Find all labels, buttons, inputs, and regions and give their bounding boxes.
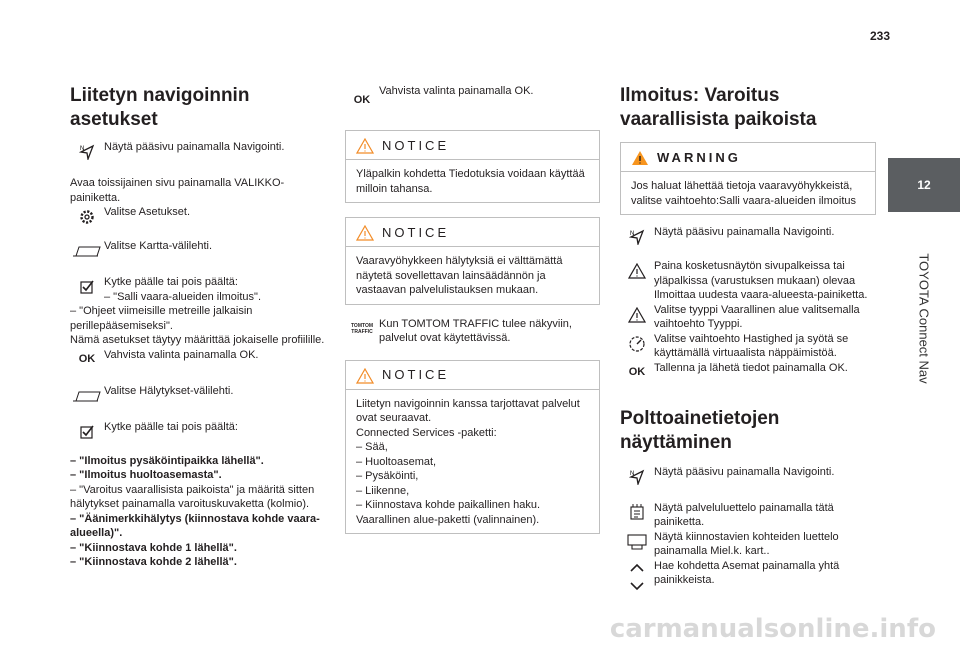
text-p1: Näytä pääsivu painamalla Navigointi.	[104, 141, 285, 153]
text-p6: Näytä pääsivu painamalla Navigointi.	[654, 465, 835, 478]
step-traffic	[345, 317, 600, 346]
chevron-up-down-icon	[620, 559, 654, 595]
navigation-arrow-icon	[70, 140, 104, 164]
notice-label: NOTICE	[382, 367, 450, 383]
notice-box-1	[345, 130, 600, 203]
text-p2: Paina kosketusnäytön sivupalkeissa tai yläpalkissa (varustuksen mukaan) olevaa Ilmoittaa uudesta vaara-alueesta-painiketta.	[654, 260, 868, 301]
chapter-tab: 12	[888, 158, 960, 212]
ok-icon	[70, 348, 104, 372]
text-p4: Valitse vaihtoehto Hastighed ja syötä se käyttämällä virtuaalista näppäimistöä.	[654, 332, 849, 359]
list-item: – "Kiinnostava kohde 2 lähellä".	[70, 556, 237, 568]
column-2	[345, 84, 600, 534]
text-p7: Näytä palveluluettelo painamalla tätä painiketta.	[654, 501, 834, 528]
text-p6: – "Salli vaara-alueiden ilmoitus".	[104, 290, 261, 303]
ok-icon-text: OK	[353, 93, 371, 106]
notice-body	[346, 390, 599, 534]
navigation-arrow-icon	[620, 225, 654, 249]
notice-label: NOTICE	[382, 224, 450, 240]
step-toggle	[70, 275, 330, 304]
warning-triangle-icon	[356, 368, 374, 384]
tomtom-traffic-icon-text: TOMTOM TRAFFIC	[350, 322, 374, 335]
service-list-icon	[620, 501, 654, 525]
warning-body: Jos haluat lähettää tietoja vaaravyöhykkeistä, valitse vaihtoehto:Salli vaara-alueiden ilmoitus	[631, 180, 857, 207]
step-poi	[620, 530, 876, 559]
text-p3: Valitse Asetukset.	[104, 206, 191, 218]
text-p8: Näytä kiinnostavien kohteiden luettelo painamalla Miel.k. kart..	[654, 530, 839, 557]
list-item: – "Äänimerkkihälytys (kiinnostava kohde vaara-alueella)".	[70, 512, 320, 539]
notice-line: – Sää,	[356, 441, 388, 453]
step-ok-confirm	[345, 84, 600, 112]
step-stations	[620, 559, 876, 595]
heading-ilmoitus: Ilmoitus: Varoitus vaarallisista paikoista	[620, 85, 817, 130]
notice-box-3	[345, 360, 600, 535]
notice-line: Connected Services -paketti:	[356, 426, 497, 439]
watermark	[0, 612, 960, 649]
step-send	[620, 361, 876, 385]
step-toggle-2	[70, 420, 330, 444]
svg-text:N: N	[80, 146, 85, 152]
watermark-text: carmanualsonline.info	[609, 614, 936, 644]
text-p4: Valitse Kartta-välilehti.	[104, 240, 213, 252]
side-title-text: TOYOTA Connect Nav	[916, 253, 932, 384]
ok-icon-text: OK	[628, 366, 646, 379]
notice-line: Vaarallinen alue-paketti (valinnainen).	[356, 513, 540, 526]
step-report	[620, 259, 876, 303]
step-type	[620, 303, 876, 332]
speedometer-icon	[620, 332, 654, 356]
text-p10: Valitse Hälytykset-välilehti.	[104, 384, 234, 397]
step-settings	[70, 205, 330, 229]
text-p5: Tallenna ja lähetä tiedot painamalla OK.	[654, 361, 848, 374]
text-p8: Nämä asetukset täytyy määrittää jokaiselle profiilille.	[70, 334, 325, 346]
page-number: 233	[869, 29, 890, 43]
warning-box	[620, 142, 876, 215]
step-speed	[620, 332, 876, 361]
step-navigation	[620, 225, 876, 249]
list-item: – "Kiinnostava kohde 1 lähellä".	[70, 541, 237, 554]
text-p3: Valitse tyyppi Vaarallinen alue valitsemalla vaihtoehto Tyyppi.	[654, 303, 860, 330]
notice-box-2	[345, 217, 600, 305]
warning-triangle-icon	[356, 138, 374, 154]
text-p9: Hae kohdetta Asemat painamalla yhtä painikkeista.	[654, 559, 840, 586]
notice-line: Liitetyn navigoinnin kanssa tarjottavat palvelut ovat seuraavat.	[356, 397, 580, 424]
list-item: – "Ilmoitus pysäköintipaikka lähellä".	[70, 454, 264, 467]
svg-text:N: N	[630, 470, 635, 477]
step-ok	[70, 348, 330, 372]
gear-icon	[70, 205, 104, 229]
side-title	[888, 218, 960, 418]
step-services	[620, 501, 876, 530]
alert-list	[70, 454, 330, 570]
notice-line: – Kiinnostava kohde paikallinen haku.	[356, 499, 541, 511]
text-p2: Avaa toissijainen sivu painamalla VALIKKO-painiketta.	[70, 177, 285, 204]
ok-icon-text: OK	[78, 353, 96, 366]
column-3	[620, 84, 876, 595]
step-map-tab	[70, 239, 330, 263]
list-item: – "Varoitus vaarallisista paikoista" ja määritä sitten hälytykset painamalla varoituskuvaketta (kolmio).	[70, 483, 315, 510]
warning-outline-icon	[620, 259, 654, 283]
svg-text:N: N	[630, 231, 635, 237]
warning-triangle-icon	[631, 150, 649, 166]
heading-polttoaine: Polttoainetietojen näyttäminen	[620, 407, 780, 453]
notice-header	[346, 218, 599, 247]
text-p7: – "Ohjeet viimeisille metreille jalkaisin perillepääsemiseksi".	[70, 305, 253, 332]
tomtom-traffic-icon	[345, 317, 379, 341]
step-navigation	[70, 140, 330, 164]
warning-header	[621, 143, 875, 172]
heading-liitetyn-navigoinnin: Liitetyn navigoinnin asetukset	[70, 85, 250, 130]
text-p5: Kytke päälle tai pois päältä:	[104, 276, 238, 288]
text-p11: Kytke päälle tai pois päältä:	[104, 420, 238, 433]
step-alerts-tab	[70, 384, 330, 408]
navigation-arrow-icon	[620, 465, 654, 489]
notice-header	[346, 361, 599, 390]
step-navigation-2	[620, 465, 876, 489]
notice-header	[346, 131, 599, 160]
ok-icon	[345, 88, 379, 112]
text-p2: Kun TOMTOM TRAFFIC tulee näkyviin, palvelut ovat käytettävissä.	[379, 317, 572, 344]
warning-outline-icon	[620, 303, 654, 327]
notice-body: Yläpalkin kohdetta Tiedotuksia voidaan käyttää milloin tahansa.	[356, 168, 585, 195]
ok-icon	[620, 361, 654, 385]
notice-body: Vaaravyöhykkeen hälytyksiä ei välttämättä näytetä sovellettavan lainsäädännön ja vastaavan palvelulistauksen mukaan.	[356, 255, 563, 296]
notice-label: NOTICE	[382, 137, 450, 153]
checkbox-icon	[70, 275, 104, 299]
checkbox-icon	[70, 420, 104, 444]
text-p1: Näytä pääsivu painamalla Navigointi.	[654, 226, 835, 238]
tab-icon	[70, 384, 104, 408]
warning-triangle-icon	[356, 225, 374, 241]
poi-list-icon	[620, 530, 654, 554]
warning-label: WARNING	[657, 149, 741, 165]
notice-line: – Pysäköinti,	[356, 470, 419, 482]
tab-icon	[70, 239, 104, 263]
text-p9: Vahvista valinta painamalla OK.	[104, 348, 259, 361]
notice-line: – Huoltoasemat,	[356, 455, 437, 468]
column-1	[70, 84, 330, 570]
text-p1: Vahvista valinta painamalla OK.	[379, 85, 534, 97]
notice-line: – Liikenne,	[356, 484, 410, 497]
list-item: – "Ilmoitus huoltoasemasta".	[70, 469, 222, 481]
